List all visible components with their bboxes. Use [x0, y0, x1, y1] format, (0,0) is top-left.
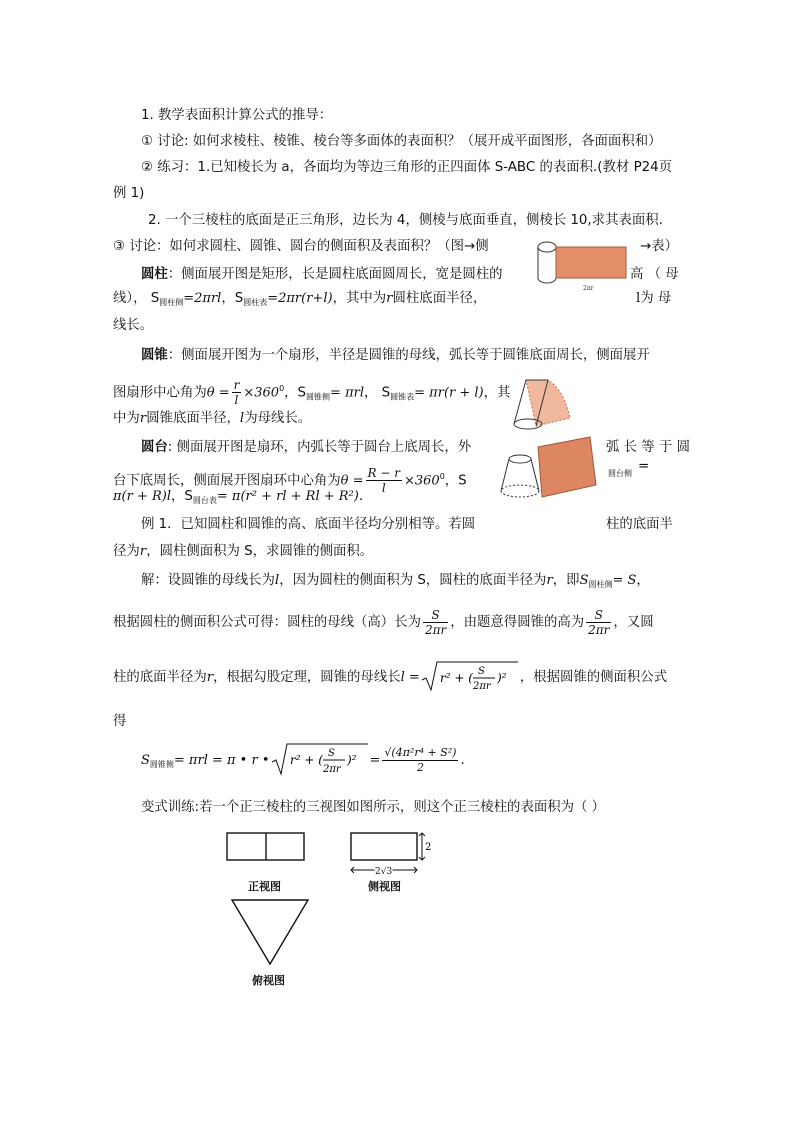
- front-view-label: 正视图: [248, 880, 281, 893]
- frac-den: l: [234, 392, 239, 407]
- top-view-figure: [230, 898, 310, 966]
- cone-line-3: [113, 410, 311, 428]
- sub-cylinder-total: 圆柱表: [243, 298, 268, 307]
- term-cylinder: 圆柱: [141, 267, 168, 282]
- sqrt-2-den: 2πr: [322, 764, 341, 775]
- sol-text-1a: 解：设圆锥的母线长为: [141, 573, 275, 588]
- side-view-figure: [348, 830, 432, 876]
- side-view-label: 侧视图: [368, 880, 401, 893]
- cone-text-3c: 为母线长。: [244, 411, 312, 426]
- l-eq: l =: [400, 670, 420, 685]
- sqrt-1-num: S: [477, 666, 485, 677]
- ex-text-2a: 径为: [113, 544, 140, 559]
- top-view-label: 俯视图: [252, 974, 285, 987]
- sub-cone-lateral: 圆锥侧: [306, 392, 331, 402]
- solution-line-3: [113, 660, 667, 695]
- frac-den: 2πr: [588, 622, 610, 637]
- frac-den: 2πr: [424, 622, 447, 637]
- formula-cone-total: = πr(r + l): [414, 385, 484, 401]
- sol-text-1d: ，: [636, 573, 650, 588]
- frac-R-minus-r: [366, 466, 402, 495]
- ex-text-2b: ，圆柱侧面积为 S，求圆锥的侧面积。: [146, 544, 374, 559]
- solution-line-1: [141, 572, 650, 594]
- frustum-unfold-figure: [494, 435, 606, 507]
- cone-text-2d: ，其: [483, 385, 511, 401]
- solution-line-2: [113, 606, 654, 640]
- frustum-text-2a: 台下底周长，侧面展开图扇环中心角为: [113, 473, 341, 489]
- dim-height: 2: [425, 842, 432, 853]
- sqrt-2-num: S: [327, 748, 335, 759]
- frac-den: l: [381, 480, 386, 495]
- var-r: r: [139, 544, 147, 559]
- var-r: r: [139, 411, 147, 426]
- theta-eq: θ =: [206, 385, 230, 401]
- cone-line-2: [113, 374, 510, 412]
- frustum-line-1: [141, 439, 471, 457]
- discussion-2-end: →表）: [640, 239, 679, 254]
- cylinder-line-1-right: 高 （ 母: [630, 267, 679, 282]
- frac-num: √(4π²r⁴ + S²): [384, 745, 457, 759]
- sub-frustum-lateral: 圆台侧: [608, 469, 632, 478]
- period: .: [358, 489, 364, 504]
- cone-text-2c: ， S: [364, 385, 391, 401]
- sqrt-formula-1: [420, 660, 520, 694]
- frac-num: r: [233, 377, 240, 392]
- frustum-eq: =: [638, 459, 650, 474]
- cylinder-line-2: [113, 290, 486, 312]
- frustum-text-2b: ，S: [444, 473, 467, 489]
- exercise-2: 2. 一个三棱柱的底面是正三角形，边长为 4，侧棱与底面垂直，侧棱长 10,求其表面积.: [148, 213, 663, 228]
- sub-cylinder-lateral: 圆柱侧: [588, 580, 613, 589]
- sqrt-1-text: r² + (: [439, 671, 473, 685]
- formula-cylinder-lateral: =2πrl: [183, 291, 222, 306]
- cylinder-line-2-right: l为 母: [636, 291, 672, 306]
- times-360: ×360: [243, 385, 280, 401]
- term-cone: 圆锥: [141, 348, 168, 363]
- sqrt-1-den: 2πr: [472, 681, 491, 692]
- exercise-1-cont: 例 1): [113, 186, 145, 201]
- sub-cone-lateral: 圆锥侧: [149, 760, 174, 769]
- frac-r-over-l: [232, 378, 242, 407]
- var-S: S: [579, 573, 589, 588]
- sol-text-3c: ，根据圆锥的侧面积公式: [519, 670, 668, 685]
- front-view-figure: [226, 832, 306, 862]
- formula-cylinder-total: =2πr(r+l): [267, 291, 333, 306]
- cylinder-unfold-figure: [533, 238, 633, 294]
- var-r: r: [386, 291, 393, 306]
- var-r: r: [206, 670, 214, 685]
- times-360: ×360: [403, 473, 440, 489]
- period: .: [460, 753, 465, 768]
- degree-sup: 0: [279, 384, 285, 393]
- frustum-text-3b: ，S: [171, 489, 193, 504]
- degree-sup: 0: [439, 472, 445, 481]
- var-S: S: [141, 753, 150, 768]
- frustum-text-1: : 侧面展开图是扇环，内弧长等于圆台上底周长，外: [167, 440, 472, 455]
- sqrt-2-text: r² + (: [289, 753, 323, 767]
- discussion-1: ① 讨论: 如何求棱柱、棱锥、棱台等多面体的表面积？（展开成平面图形，各面面积和）: [141, 134, 662, 149]
- sqrt-2-close: )²: [346, 753, 356, 767]
- var-l: l: [274, 573, 280, 588]
- theta-eq: θ =: [340, 473, 364, 489]
- solution-final: [141, 742, 465, 783]
- sol-text-3b: ，根据勾股定理，圆锥的母线长: [213, 670, 401, 685]
- sol-text-1b: ，因为圆柱的侧面积为 S，圆柱的底面半径为: [279, 573, 547, 588]
- example-1-line-1: 例 1．已知圆柱和圆锥的高、底面半径均分别相等。若圆: [141, 517, 476, 532]
- dim-width: 2√3: [375, 867, 393, 876]
- formula-frustum-lateral: π(r + R)l: [113, 489, 172, 504]
- cone-text-2a: 图扇形中心角为: [113, 385, 207, 401]
- cone-text-2b: ，S: [284, 385, 307, 401]
- cone-text-3a: 中为: [113, 411, 140, 426]
- sqrt-formula-2: [270, 742, 370, 778]
- formula-cone-lateral: = πrl: [330, 385, 364, 401]
- formula-frustum-total: = π(r² + rl + Rl + R²): [216, 489, 359, 504]
- cone-text-3b: 圆锥底面半径，: [146, 411, 240, 426]
- cylinder-line-1: [141, 266, 503, 284]
- cone-line-1: [141, 347, 650, 365]
- cylinder-arc-label: 2πr: [583, 285, 594, 292]
- var-l: l: [239, 411, 245, 426]
- sub-frustum-total: 圆台表: [192, 496, 217, 505]
- cylinder-text-2c: ，其中为: [332, 291, 387, 306]
- sol-text-1c: ，即: [552, 573, 580, 588]
- cylinder-text-2d: 圆柱底面半径，: [392, 291, 487, 306]
- sub-cylinder-lateral: 圆柱侧: [159, 298, 184, 307]
- cylinder-text-2a: 线）， S: [113, 291, 160, 306]
- discussion-2: ③ 讨论：如何求圆柱、圆锥、圆台的侧面积及表面积？（图→侧: [113, 239, 489, 254]
- sol-text-2a: 根据圆柱的侧面积公式可得：圆柱的母线（高）长为: [113, 615, 421, 630]
- frac-num: S: [423, 608, 448, 623]
- frustum-line-1-right: 弧 长 等 于 圆: [606, 440, 690, 455]
- sqrt-1-close: )²: [496, 671, 507, 685]
- solution-line-4: 得: [113, 714, 127, 729]
- example-1-line-2: [113, 543, 373, 561]
- frac-S-over-2pir-2: [586, 608, 611, 637]
- section-heading: 1. 教学表面积计算公式的推导：: [141, 108, 333, 123]
- final-eq: = πrl = π • r •: [173, 753, 270, 768]
- sol-text-2b: ，由题意得圆锥的高为: [450, 615, 585, 630]
- example-1-line-1-right: 柱的底面半: [606, 517, 673, 532]
- frac-num: R − r: [367, 465, 400, 480]
- sub-cone-total: 圆锥表: [390, 392, 415, 402]
- cylinder-text-2b: ，S: [221, 291, 244, 306]
- cone-text-1: ：侧面展开图为一个扇形，半径是圆锥的母线，弧长等于圆锥底面周长，侧面展开: [167, 348, 650, 363]
- frac-S-over-2pir: [423, 608, 448, 637]
- var-r: r: [546, 573, 553, 588]
- practice-question: 变式训练:若一个正三棱柱的三视图如图所示，则这个正三棱柱的表面积为（ ）: [141, 800, 606, 815]
- cone-unfold-figure: [512, 372, 592, 434]
- frac-num: S: [586, 608, 611, 623]
- frustum-line-3: [113, 488, 363, 510]
- cylinder-line-3: 线长。: [113, 318, 154, 333]
- sol-text-3a: 柱的底面半径为: [113, 670, 207, 685]
- exercise-1: ② 练习：1.已知棱长为 a，各面均为等边三角形的正四面体 S-ABC 的表面积.(教材 P24页: [141, 160, 673, 175]
- frac-final: [382, 746, 458, 775]
- cylinder-text-1: ：侧面展开图是矩形，长是圆柱底面圆周长，宽是圆柱的: [167, 267, 503, 282]
- final-eq2: =: [369, 753, 381, 768]
- frac-den: 2: [416, 760, 424, 774]
- eq-S: = S: [612, 573, 637, 588]
- term-frustum: 圆台: [141, 440, 168, 455]
- sol-text-2c: ，又圆: [613, 615, 654, 630]
